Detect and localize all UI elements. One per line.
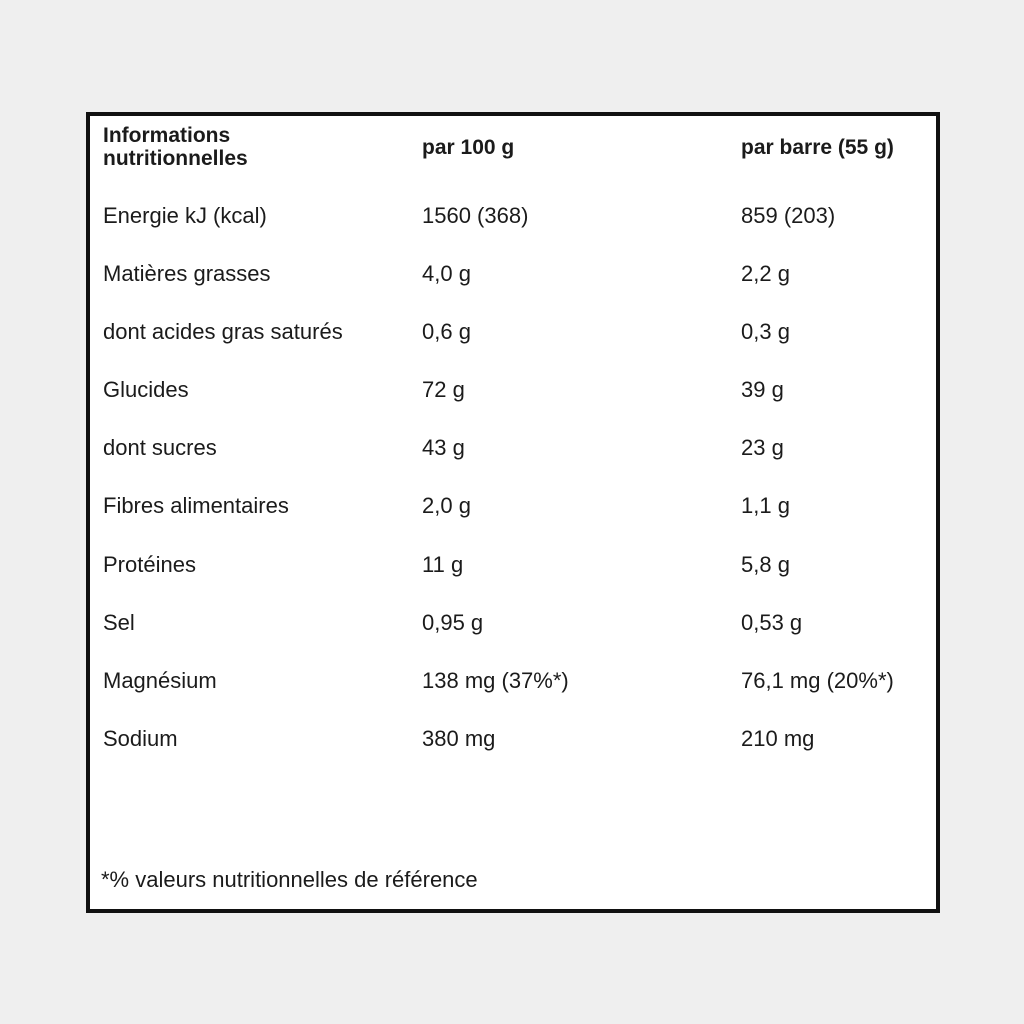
row-name: Glucides (103, 377, 189, 402)
row-per-100g: 43 g (422, 435, 465, 460)
row-name: Energie kJ (kcal) (103, 203, 267, 228)
nutrition-table (86, 112, 940, 913)
row-name: Sodium (103, 726, 178, 751)
row-per-bar: 2,2 g (741, 261, 790, 286)
row-per-100g: 380 mg (422, 726, 496, 751)
row-name: Matières grasses (103, 261, 271, 286)
header-label-line2: nutritionnelles (103, 147, 248, 170)
header-per-100g: par 100 g (422, 136, 515, 159)
row-name: Sel (103, 610, 135, 635)
row-per-100g: 1560 (368) (422, 203, 529, 228)
row-per-bar: 210 mg (741, 726, 815, 751)
header-per-bar: par barre (55 g) (741, 136, 894, 159)
row-name: Protéines (103, 552, 196, 577)
footnote: *% valeurs nutritionnelles de référence (101, 867, 478, 892)
row-per-bar: 5,8 g (741, 552, 790, 577)
row-per-bar: 0,53 g (741, 610, 803, 635)
row-name: Fibres alimentaires (103, 493, 289, 518)
row-per-100g: 0,6 g (422, 319, 471, 344)
row-per-bar: 23 g (741, 435, 784, 460)
row-per-100g: 2,0 g (422, 493, 471, 518)
row-per-100g: 4,0 g (422, 261, 471, 286)
row-per-bar: 1,1 g (741, 493, 790, 518)
row-per-100g: 138 mg (37%*) (422, 668, 569, 693)
row-per-100g: 0,95 g (422, 610, 484, 635)
row-per-100g: 72 g (422, 377, 465, 402)
row-per-100g: 11 g (422, 552, 464, 577)
row-per-bar: 76,1 mg (20%*) (741, 668, 894, 693)
row-name: dont sucres (103, 435, 217, 460)
row-per-bar: 39 g (741, 377, 784, 402)
header-label-line1: Informations (103, 124, 231, 147)
row-name: dont acides gras saturés (103, 319, 343, 344)
row-name: Magnésium (103, 668, 217, 693)
row-per-bar: 0,3 g (741, 319, 790, 344)
row-per-bar: 859 (203) (741, 203, 836, 228)
